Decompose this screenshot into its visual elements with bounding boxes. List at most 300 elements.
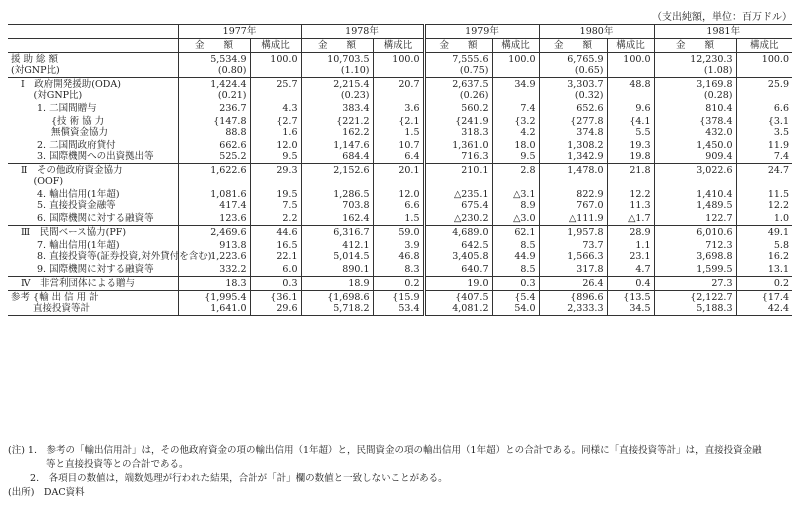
cell-value: 1,489.5 bbox=[696, 200, 733, 211]
cell-value: 6,316.7 bbox=[333, 227, 370, 238]
cell-value: 11.5 bbox=[767, 189, 789, 200]
cell-value: 34.5 bbox=[629, 303, 651, 314]
cell-value: 3.9 bbox=[404, 240, 420, 251]
cell-value: 712.3 bbox=[705, 240, 733, 251]
amount-cell bbox=[301, 53, 373, 78]
ratio-cell bbox=[250, 102, 301, 115]
row-label-line: 9. 国際機関に対する融資等 bbox=[37, 264, 154, 275]
ratio-cell bbox=[736, 277, 792, 291]
cell-value: 1,342.9 bbox=[567, 151, 604, 162]
cell-value: {15.9 bbox=[392, 292, 420, 303]
row-label-line: 4. 輸出信用(1年超) bbox=[37, 189, 120, 200]
cell-value: 374.8 bbox=[576, 127, 604, 138]
ratio-cell bbox=[607, 226, 654, 240]
cell-value: 703.8 bbox=[342, 200, 370, 211]
ratio-cell bbox=[250, 139, 301, 164]
cell-value: {896.6 bbox=[570, 292, 604, 303]
cell-value: △3.1 bbox=[513, 189, 536, 200]
cell-value: {36.1 bbox=[270, 292, 298, 303]
amount-cell bbox=[539, 164, 607, 189]
cell-value: 6.6 bbox=[773, 103, 789, 114]
cell-value: 100.0 bbox=[392, 54, 420, 65]
row-label bbox=[8, 291, 178, 316]
row-label bbox=[8, 115, 178, 139]
column-header-row bbox=[8, 39, 792, 53]
footnote: 2. 各項目の数値は，端数処理が行われた結果，合計が「計」欄の数値と一致しないことがある。 bbox=[8, 473, 448, 484]
amount-cell bbox=[178, 188, 250, 212]
cell-value: 3,303.7 bbox=[567, 79, 604, 90]
cell-value: (0.32) bbox=[574, 90, 604, 101]
ratio-cell bbox=[607, 78, 654, 103]
ratio-cell bbox=[607, 277, 654, 291]
amount-cell bbox=[301, 164, 373, 189]
amount-cell bbox=[539, 212, 607, 226]
ratio-cell bbox=[607, 291, 654, 316]
amount-cell bbox=[539, 188, 607, 212]
cell-value: 5,534.9 bbox=[210, 54, 247, 65]
cell-value: 10,703.5 bbox=[327, 54, 370, 65]
amount-cell bbox=[301, 239, 373, 263]
ratio-cell bbox=[250, 53, 301, 78]
cell-value: 1,308.2 bbox=[567, 140, 604, 151]
amount-cell bbox=[301, 188, 373, 212]
ratio-cell bbox=[373, 102, 424, 115]
cell-value: 4.2 bbox=[520, 127, 536, 138]
row-label-line: Ⅰ 政府開発援助(ODA) bbox=[21, 79, 121, 90]
cell-value: 662.6 bbox=[219, 140, 247, 151]
cell-value: 46.8 bbox=[398, 251, 420, 262]
row-label-line: 5. 直接投資金融等 bbox=[37, 200, 116, 211]
ratio-cell bbox=[373, 115, 424, 139]
ratio-cell bbox=[373, 291, 424, 316]
amount-cell bbox=[539, 277, 607, 291]
cell-value: 1,641.0 bbox=[210, 303, 247, 314]
table-row bbox=[8, 291, 792, 316]
row-label-line: 6. 国際機関に対する融資等 bbox=[37, 213, 154, 224]
cell-value: 0.2 bbox=[773, 278, 789, 289]
cell-value: 28.9 bbox=[629, 227, 651, 238]
amount-cell bbox=[178, 291, 250, 316]
cell-value: 1,081.6 bbox=[210, 189, 247, 200]
row-label-line: 8. 直接投資等(証券投資,対外貸付を含む) bbox=[37, 251, 212, 262]
cell-value: 100.0 bbox=[270, 54, 298, 65]
amount-cell bbox=[539, 263, 607, 277]
amount-cell bbox=[301, 277, 373, 291]
cell-value: △235.1 bbox=[453, 189, 489, 200]
amount-cell bbox=[539, 78, 607, 103]
amount-cell bbox=[654, 102, 736, 115]
cell-value: 0.2 bbox=[404, 278, 420, 289]
cell-value: 3,405.8 bbox=[452, 251, 489, 262]
row-label bbox=[8, 263, 178, 277]
cell-value: 25.9 bbox=[767, 79, 789, 90]
cell-value: 1,478.0 bbox=[567, 165, 604, 176]
ratio-cell bbox=[607, 164, 654, 189]
ratio-cell bbox=[250, 212, 301, 226]
row-label bbox=[8, 164, 178, 189]
cell-value: 54.0 bbox=[514, 303, 536, 314]
row-label-line: Ⅱ その他政府資金協力 bbox=[21, 165, 123, 176]
ratio-cell bbox=[492, 212, 539, 226]
amount-cell bbox=[178, 263, 250, 277]
row-label-line: 3. 国際機関への出資拠出等 bbox=[37, 151, 154, 162]
row-label bbox=[8, 277, 178, 291]
footnotes bbox=[8, 444, 792, 500]
ratio-cell bbox=[492, 239, 539, 263]
cell-value: 913.8 bbox=[219, 240, 247, 251]
cell-value: 767.0 bbox=[576, 200, 604, 211]
row-label bbox=[8, 78, 178, 103]
cell-value: 62.1 bbox=[514, 227, 536, 238]
cell-value: (1.10) bbox=[340, 65, 370, 76]
amount-cell bbox=[301, 102, 373, 115]
ratio-header: 構成比 bbox=[607, 39, 654, 53]
row-label-line: (対GNP比) bbox=[21, 90, 83, 101]
ratio-cell bbox=[492, 139, 539, 164]
cell-value: 6.0 bbox=[282, 264, 298, 275]
table-row bbox=[8, 78, 792, 103]
row-label-line: 1. 二国間贈与 bbox=[37, 103, 97, 114]
ratio-cell bbox=[492, 53, 539, 78]
cell-value: 12.2 bbox=[629, 189, 651, 200]
cell-value: 49.1 bbox=[767, 227, 789, 238]
cell-value: 1,361.0 bbox=[452, 140, 489, 151]
cell-value: 4.3 bbox=[282, 103, 298, 114]
row-label bbox=[8, 53, 178, 78]
amount-cell bbox=[424, 164, 492, 189]
cell-value: {1,995.4 bbox=[204, 292, 247, 303]
cell-value: 2.8 bbox=[520, 165, 536, 176]
year-header: 1981年 bbox=[654, 25, 792, 39]
ratio-cell bbox=[492, 277, 539, 291]
cell-value: 3,169.8 bbox=[696, 79, 733, 90]
amount-cell bbox=[654, 212, 736, 226]
amount-cell bbox=[178, 102, 250, 115]
table-row bbox=[8, 212, 792, 226]
cell-value: (0.28) bbox=[703, 90, 733, 101]
cell-value: 1.5 bbox=[404, 213, 420, 224]
cell-value: {3.2 bbox=[514, 116, 536, 127]
amount-cell bbox=[654, 277, 736, 291]
cell-value: 25.7 bbox=[276, 79, 298, 90]
cell-value: 1,599.5 bbox=[696, 264, 733, 275]
cell-value: 11.9 bbox=[767, 140, 789, 151]
ratio-cell bbox=[736, 102, 792, 115]
cell-value: {5.4 bbox=[514, 292, 536, 303]
ratio-header: 構成比 bbox=[250, 39, 301, 53]
cell-value: 4.7 bbox=[635, 264, 651, 275]
cell-value: (0.65) bbox=[574, 65, 604, 76]
cell-value: 18.9 bbox=[348, 278, 370, 289]
table-row bbox=[8, 277, 792, 291]
row-label bbox=[8, 226, 178, 240]
cell-value: 6,010.6 bbox=[696, 227, 733, 238]
amount-cell bbox=[654, 139, 736, 164]
amount-cell bbox=[654, 53, 736, 78]
year-header: 1977年 bbox=[178, 25, 301, 39]
cell-value: 432.0 bbox=[705, 127, 733, 138]
ratio-cell bbox=[250, 78, 301, 103]
cell-value: 332.2 bbox=[219, 264, 247, 275]
cell-value: 53.4 bbox=[398, 303, 420, 314]
cell-value: {17.4 bbox=[761, 292, 789, 303]
amount-cell bbox=[654, 78, 736, 103]
unit-note: （支出純額，単位：百万ドル） bbox=[652, 12, 792, 23]
ratio-cell bbox=[373, 53, 424, 78]
ratio-cell bbox=[250, 291, 301, 316]
cell-value: 822.9 bbox=[576, 189, 604, 200]
ratio-cell bbox=[607, 212, 654, 226]
cell-value: {2.7 bbox=[276, 116, 298, 127]
cell-value: 675.4 bbox=[461, 200, 489, 211]
cell-value: {4.1 bbox=[629, 116, 651, 127]
table-row bbox=[8, 164, 792, 189]
cell-value: 18.3 bbox=[225, 278, 247, 289]
cell-value: 44.6 bbox=[276, 227, 298, 238]
amount-cell bbox=[424, 139, 492, 164]
amount-cell bbox=[424, 291, 492, 316]
cell-value: 123.6 bbox=[219, 213, 247, 224]
amount-cell bbox=[654, 226, 736, 240]
ratio-cell bbox=[373, 239, 424, 263]
cell-value: 59.0 bbox=[398, 227, 420, 238]
amount-cell bbox=[424, 239, 492, 263]
row-label-line: 無償資金協力 bbox=[51, 127, 109, 138]
amount-cell bbox=[424, 212, 492, 226]
cell-value: 6.6 bbox=[404, 200, 420, 211]
row-label bbox=[8, 188, 178, 212]
amount-cell bbox=[301, 78, 373, 103]
amount-header: 金 額 bbox=[539, 39, 607, 53]
cell-value: 0.4 bbox=[635, 278, 651, 289]
cell-value: 6.4 bbox=[404, 151, 420, 162]
cell-value: (0.21) bbox=[217, 90, 247, 101]
cell-value: 1,450.0 bbox=[696, 140, 733, 151]
cell-value: 909.4 bbox=[705, 151, 733, 162]
amount-cell bbox=[539, 53, 607, 78]
cell-value: 0.3 bbox=[282, 278, 298, 289]
ratio-cell bbox=[250, 115, 301, 139]
cell-value: 1.1 bbox=[635, 240, 651, 251]
table-row bbox=[8, 115, 792, 139]
row-label bbox=[8, 139, 178, 164]
cell-value: 5.5 bbox=[635, 127, 651, 138]
cell-value: △230.2 bbox=[453, 213, 489, 224]
cell-value: 44.9 bbox=[514, 251, 536, 262]
cell-value: 22.1 bbox=[276, 251, 298, 262]
ratio-cell bbox=[250, 263, 301, 277]
ratio-cell bbox=[373, 78, 424, 103]
ratio-cell bbox=[607, 139, 654, 164]
ratio-cell bbox=[492, 188, 539, 212]
cell-value: 162.2 bbox=[342, 127, 370, 138]
cell-value: 8.3 bbox=[404, 264, 420, 275]
cell-value: 73.7 bbox=[582, 240, 604, 251]
cell-value: 9.5 bbox=[282, 151, 298, 162]
cell-value: 12,230.3 bbox=[690, 54, 733, 65]
amount-cell bbox=[178, 212, 250, 226]
cell-value: 2.2 bbox=[282, 213, 298, 224]
amount-cell bbox=[654, 239, 736, 263]
amount-cell bbox=[654, 164, 736, 189]
amount-cell bbox=[178, 226, 250, 240]
cell-value: 100.0 bbox=[508, 54, 536, 65]
cell-value: 525.2 bbox=[219, 151, 247, 162]
ratio-cell bbox=[736, 212, 792, 226]
cell-value: 1,424.4 bbox=[210, 79, 247, 90]
table-row bbox=[8, 239, 792, 263]
amount-cell bbox=[654, 188, 736, 212]
table-row bbox=[8, 102, 792, 115]
ratio-cell bbox=[607, 53, 654, 78]
cell-value: 88.8 bbox=[225, 127, 247, 138]
cell-value: 1,622.6 bbox=[210, 165, 247, 176]
cell-value: 7,555.6 bbox=[452, 54, 489, 65]
year-header: 1979年 bbox=[424, 25, 539, 39]
cell-value: 1,286.5 bbox=[333, 189, 370, 200]
row-label bbox=[8, 239, 212, 263]
ratio-cell bbox=[736, 291, 792, 316]
cell-value: 6,765.9 bbox=[567, 54, 604, 65]
ratio-cell bbox=[492, 164, 539, 189]
amount-cell bbox=[178, 139, 250, 164]
cell-value: 1,957.8 bbox=[567, 227, 604, 238]
cell-value: 317.8 bbox=[576, 264, 604, 275]
cell-value: 2,637.5 bbox=[452, 79, 489, 90]
cell-value: 5,014.5 bbox=[333, 251, 370, 262]
ratio-cell bbox=[736, 78, 792, 103]
cell-value: 8.5 bbox=[520, 264, 536, 275]
year-header-row bbox=[8, 25, 792, 39]
table-row bbox=[8, 139, 792, 164]
cell-value: 810.4 bbox=[705, 103, 733, 114]
amount-cell bbox=[539, 239, 607, 263]
ratio-cell bbox=[736, 226, 792, 240]
amount-cell bbox=[178, 78, 250, 103]
cell-value: 716.3 bbox=[461, 151, 489, 162]
cell-value: 12.2 bbox=[767, 200, 789, 211]
amount-cell bbox=[178, 277, 250, 291]
amount-cell bbox=[654, 115, 736, 139]
amount-header: 金 額 bbox=[654, 39, 736, 53]
row-label bbox=[8, 212, 178, 226]
cell-value: 1,566.3 bbox=[567, 251, 604, 262]
cell-value: 12.0 bbox=[398, 189, 420, 200]
cell-value: 100.0 bbox=[761, 54, 789, 65]
cell-value: 236.7 bbox=[219, 103, 247, 114]
cell-value: △1.7 bbox=[628, 213, 651, 224]
amount-cell bbox=[424, 78, 492, 103]
amount-cell bbox=[301, 226, 373, 240]
amount-cell bbox=[654, 291, 736, 316]
ratio-cell bbox=[736, 239, 792, 263]
amount-cell bbox=[539, 139, 607, 164]
cell-value: {147.8 bbox=[213, 116, 247, 127]
amount-header: 金 額 bbox=[301, 39, 373, 53]
amount-cell bbox=[539, 226, 607, 240]
cell-value: 7.4 bbox=[773, 151, 789, 162]
cell-value: {13.5 bbox=[623, 292, 651, 303]
footnote: (注) 1. 参考の「輸出信用計」は，その他政府資金の項の輸出信用（1年超）と，民間資金の項の輸出信用（1年超）との合計である。同様に「直接投資等計」は，直接投資金融 bbox=[8, 445, 762, 456]
cell-value: 652.6 bbox=[576, 103, 604, 114]
amount-cell bbox=[178, 164, 250, 189]
row-label-line: 直接投資等計 bbox=[11, 303, 91, 314]
cell-value: 1,147.6 bbox=[333, 140, 370, 151]
cell-value: 0.3 bbox=[520, 278, 536, 289]
ratio-cell bbox=[373, 277, 424, 291]
cell-value: {277.8 bbox=[570, 116, 604, 127]
cell-value: 48.8 bbox=[629, 79, 651, 90]
table-row bbox=[8, 226, 792, 240]
cell-value: 21.8 bbox=[629, 165, 651, 176]
row-label-line: 7. 輸出信用(1年超) bbox=[37, 240, 120, 251]
cell-value: (0.23) bbox=[340, 90, 370, 101]
cell-value: (0.80) bbox=[217, 65, 247, 76]
cell-value: (1.08) bbox=[703, 65, 733, 76]
ratio-cell bbox=[607, 239, 654, 263]
year-header: 1980年 bbox=[539, 25, 654, 39]
cell-value: 417.4 bbox=[219, 200, 247, 211]
ratio-cell bbox=[736, 164, 792, 189]
ratio-cell bbox=[607, 263, 654, 277]
table-body bbox=[8, 53, 792, 316]
row-label-line: 援 助 総 額 bbox=[11, 54, 59, 65]
cell-value: 122.7 bbox=[705, 213, 733, 224]
cell-value: 5.8 bbox=[773, 240, 789, 251]
year-header: 1978年 bbox=[301, 25, 424, 39]
cell-value: 3,698.8 bbox=[696, 251, 733, 262]
cell-value: 19.8 bbox=[629, 151, 651, 162]
cell-value: 684.4 bbox=[342, 151, 370, 162]
amount-cell bbox=[539, 102, 607, 115]
cell-value: 642.5 bbox=[461, 240, 489, 251]
cell-value: 11.3 bbox=[629, 200, 651, 211]
ratio-cell bbox=[607, 102, 654, 115]
cell-value: 19.5 bbox=[276, 189, 298, 200]
row-label-line: 参考 {輸 出 信 用 計 bbox=[11, 292, 99, 303]
cell-value: 27.3 bbox=[711, 278, 733, 289]
amount-header: 金 額 bbox=[178, 39, 250, 53]
ratio-header: 構成比 bbox=[736, 39, 792, 53]
ratio-header: 構成比 bbox=[373, 39, 424, 53]
cell-value: 19.0 bbox=[467, 278, 489, 289]
cell-value: 29.6 bbox=[276, 303, 298, 314]
amount-header: 金 額 bbox=[424, 39, 492, 53]
cell-value: 412.1 bbox=[342, 240, 370, 251]
ratio-cell bbox=[250, 239, 301, 263]
cell-value: {241.9 bbox=[455, 116, 489, 127]
cell-value: △3.0 bbox=[513, 213, 536, 224]
table-row bbox=[8, 263, 792, 277]
cell-value: 16.5 bbox=[276, 240, 298, 251]
ratio-cell bbox=[607, 115, 654, 139]
row-label-line: Ⅲ 民間ベース協力(PF) bbox=[21, 227, 127, 238]
amount-cell bbox=[424, 263, 492, 277]
cell-value: 2,469.6 bbox=[210, 227, 247, 238]
row-label bbox=[8, 102, 178, 115]
ratio-cell bbox=[373, 212, 424, 226]
cell-value: 9.6 bbox=[635, 103, 651, 114]
amount-cell bbox=[424, 226, 492, 240]
ratio-cell bbox=[373, 263, 424, 277]
cell-value: (0.26) bbox=[459, 90, 489, 101]
amount-cell bbox=[424, 277, 492, 291]
cell-value: 42.4 bbox=[767, 303, 789, 314]
amount-cell bbox=[539, 291, 607, 316]
cell-value: (0.75) bbox=[459, 65, 489, 76]
cell-value: 13.1 bbox=[767, 264, 789, 275]
cell-value: 2,152.6 bbox=[333, 165, 370, 176]
